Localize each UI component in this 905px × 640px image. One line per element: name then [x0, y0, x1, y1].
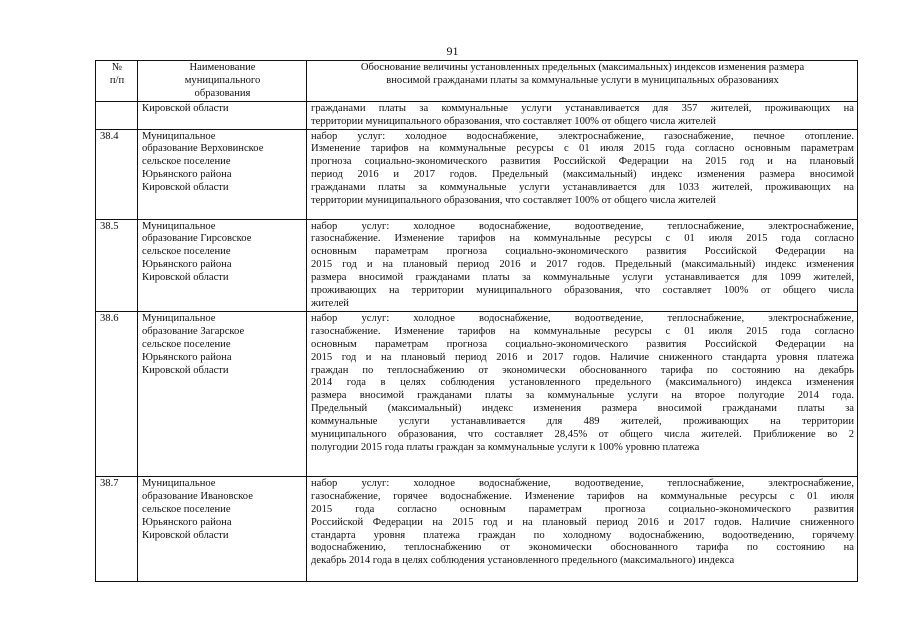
basis-line: территории муниципального образования, что составляет 100% от общего числа жителей: [311, 195, 716, 207]
row-basis: [307, 311, 858, 476]
municipality-line: образование Загарское: [142, 325, 245, 337]
basis-line: полугодии 2015 года платы граждан за коммунальные услуги к 100% уровню платежа: [311, 441, 700, 453]
basis-line: территории муниципального образования, что составляет 100% от общего числа жителей: [311, 115, 716, 127]
table-row: [96, 476, 858, 581]
row-municipality: [138, 311, 307, 476]
row-number: 38.6: [96, 311, 138, 476]
basis-line: водоснабжению, теплоснабжению от экономически обоснованного тарифа по состоянию на: [311, 542, 854, 554]
basis-line: коммунальные услуги устанавливается для 489 жителей, проживающих на территории: [311, 416, 854, 428]
table-header-row: [96, 61, 858, 102]
basis-line: период 2016 и 2017 годов. Предельный (максимальный) индекс изменения размера вносимой: [311, 169, 854, 181]
basis-line: муниципального образования, что составляет 28,45% от общего числа жителей. Приближение во 2: [311, 429, 854, 441]
municipality-line: Кировской области: [142, 364, 229, 376]
municipality-line: сельское поселение: [142, 338, 231, 350]
header-number-line: п/п: [109, 74, 125, 86]
header-number: [96, 61, 138, 102]
basis-line: гражданами платы за коммунальные услуги устанавливается для 357 жителей, проживающих на: [311, 102, 854, 114]
municipality-line: Юрьянского района: [142, 169, 232, 181]
row-basis: [307, 219, 858, 311]
municipality-line: образование Ивановское: [142, 490, 253, 502]
header-name-line: Наименование: [189, 62, 256, 73]
header-name: [138, 61, 307, 102]
municipality-line: сельское поселение: [142, 156, 231, 168]
basis-line: Предельный (максимальный) индекс изменения размера вносимой гражданами платы за: [311, 403, 854, 415]
basis-line: 2015 года согласно основным параметрам прогноза социально-экономического развития: [311, 503, 854, 515]
basis-line: 2015 год и на плановый период 2016 и 2017 годов. Наличие сниженного стандарта уровня платежа: [311, 351, 854, 363]
municipality-line: сельское поселение: [142, 246, 231, 258]
municipality-line: образование Верховинское: [142, 143, 264, 155]
municipality-line: Юрьянского района: [142, 259, 232, 271]
header-name-line: муниципального: [184, 74, 261, 86]
basis-line: прогноза социально-экономического развития Российской Федерации на 2015 год и на плановый: [311, 156, 854, 168]
page-number: 91: [446, 44, 459, 58]
municipality-line: Муниципальное: [142, 312, 216, 324]
municipality-line: сельское поселение: [142, 503, 231, 515]
table-row-continued: [96, 101, 858, 129]
header-basis-line: Обоснование величины установленных предельных (максимальных) индексов изменения размера: [360, 62, 805, 73]
municipality-line: Кировской области: [142, 272, 229, 284]
row-municipality: [138, 129, 307, 219]
table-row: [96, 311, 858, 476]
basis-line: набор услуг: холодное водоснабжение, водоотведение, теплоснабжение, электроснабжение,: [311, 477, 854, 489]
basis-line: газоснабжение, горячее водоснабжение. Изменение тарифов на коммунальные ресурсы с 01 июля: [311, 490, 854, 502]
tariff-index-table: [95, 60, 858, 582]
municipality-line: Муниципальное: [142, 477, 216, 489]
basis-line: стандарта уровня платежа граждан по холодному водоснабжению, водоотведению, горячему: [311, 529, 854, 541]
basis-line: набор услуг: холодное водоснабжение, водоотведение, теплоснабжение, электроснабжение,: [311, 220, 854, 232]
basis-line: декабрь 2014 года в целях соблюдения установленного предельного (максимального) индекса: [311, 555, 735, 567]
basis-line: основным параметрам прогноза социально-экономического развития Российской Федерации на: [311, 338, 854, 350]
row-basis: [307, 476, 858, 581]
row-number: 38.5: [96, 219, 138, 311]
municipality-line: Кировской области: [142, 182, 229, 194]
header-name-line: образования: [194, 87, 251, 99]
basis-line: Российской Федерации на 2015 год и на плановый период 2016 и 2017 годов. Наличие сниженного: [311, 516, 854, 528]
basis-line: жителей: [311, 297, 349, 309]
header-basis-line: вносимой гражданами платы за коммунальные услуги в муниципальных образованиях: [386, 74, 779, 86]
basis-line: набор услуг: холодное водоснабжение, электроснабжение, газоснабжение, печное отопление.: [311, 130, 854, 142]
basis-line: газоснабжение. Изменение тарифов на коммунальные ресурсы с 01 июля 2015 года согласно: [311, 233, 854, 245]
municipality-line: Кировской области: [142, 529, 229, 541]
basis-line: гражданами платы за коммунальные услуги устанавливается для 1033 жителей, проживающих на: [311, 182, 854, 194]
municipality-line: Муниципальное: [142, 130, 216, 142]
basis-line: Изменение тарифов на коммунальные ресурсы с 01 июля 2015 года согласно основным параметрам: [311, 143, 854, 155]
row-basis: [307, 129, 858, 219]
municipality-line: образование Гирсовское: [142, 233, 252, 245]
basis-line: набор услуг: холодное водоснабжение, водоотведение, теплоснабжение, электроснабжение,: [311, 312, 854, 324]
header-number-line: №: [111, 62, 123, 73]
municipality-line: Юрьянского района: [142, 351, 232, 363]
row-municipality: [138, 219, 307, 311]
row-municipality: Кировской области: [138, 101, 307, 129]
basis-line: основным параметрам прогноза социально-экономического развития Российской Федерации на: [311, 246, 854, 258]
row-municipality: [138, 476, 307, 581]
row-number: 38.4: [96, 129, 138, 219]
basis-line: 2015 год и на плановый период 2016 и 2017 годов. Предельный (максимальный) индекс изменения: [311, 259, 854, 271]
municipality-line: Муниципальное: [142, 220, 216, 232]
row-basis: [307, 101, 858, 129]
basis-line: размера вносимой гражданами платы за коммунальные услуги устанавливается для 1099 жителей,: [311, 272, 854, 284]
basis-line: граждан по теплоснабжению от экономически обоснованного тарифа по состоянию на декабрь: [311, 364, 854, 376]
basis-line: 2014 года в целях соблюдения установленного предельного (максимального) индекса изменения: [311, 377, 854, 389]
table-row: [96, 129, 858, 219]
municipality-line: Юрьянского района: [142, 516, 232, 528]
basis-line: размера вносимой гражданами платы за коммунальные услуги на второе полугодие 2014 года.: [311, 390, 854, 402]
basis-line: газоснабжение. Изменение тарифов на коммунальные ресурсы с 01 июля 2015 года согласно: [311, 325, 854, 337]
table-row: [96, 219, 858, 311]
row-number: [96, 101, 138, 129]
row-number: 38.7: [96, 476, 138, 581]
basis-line: проживающих на территории муниципального образования, что составляет 100% от общего числа: [311, 285, 854, 297]
header-basis: [307, 61, 858, 102]
